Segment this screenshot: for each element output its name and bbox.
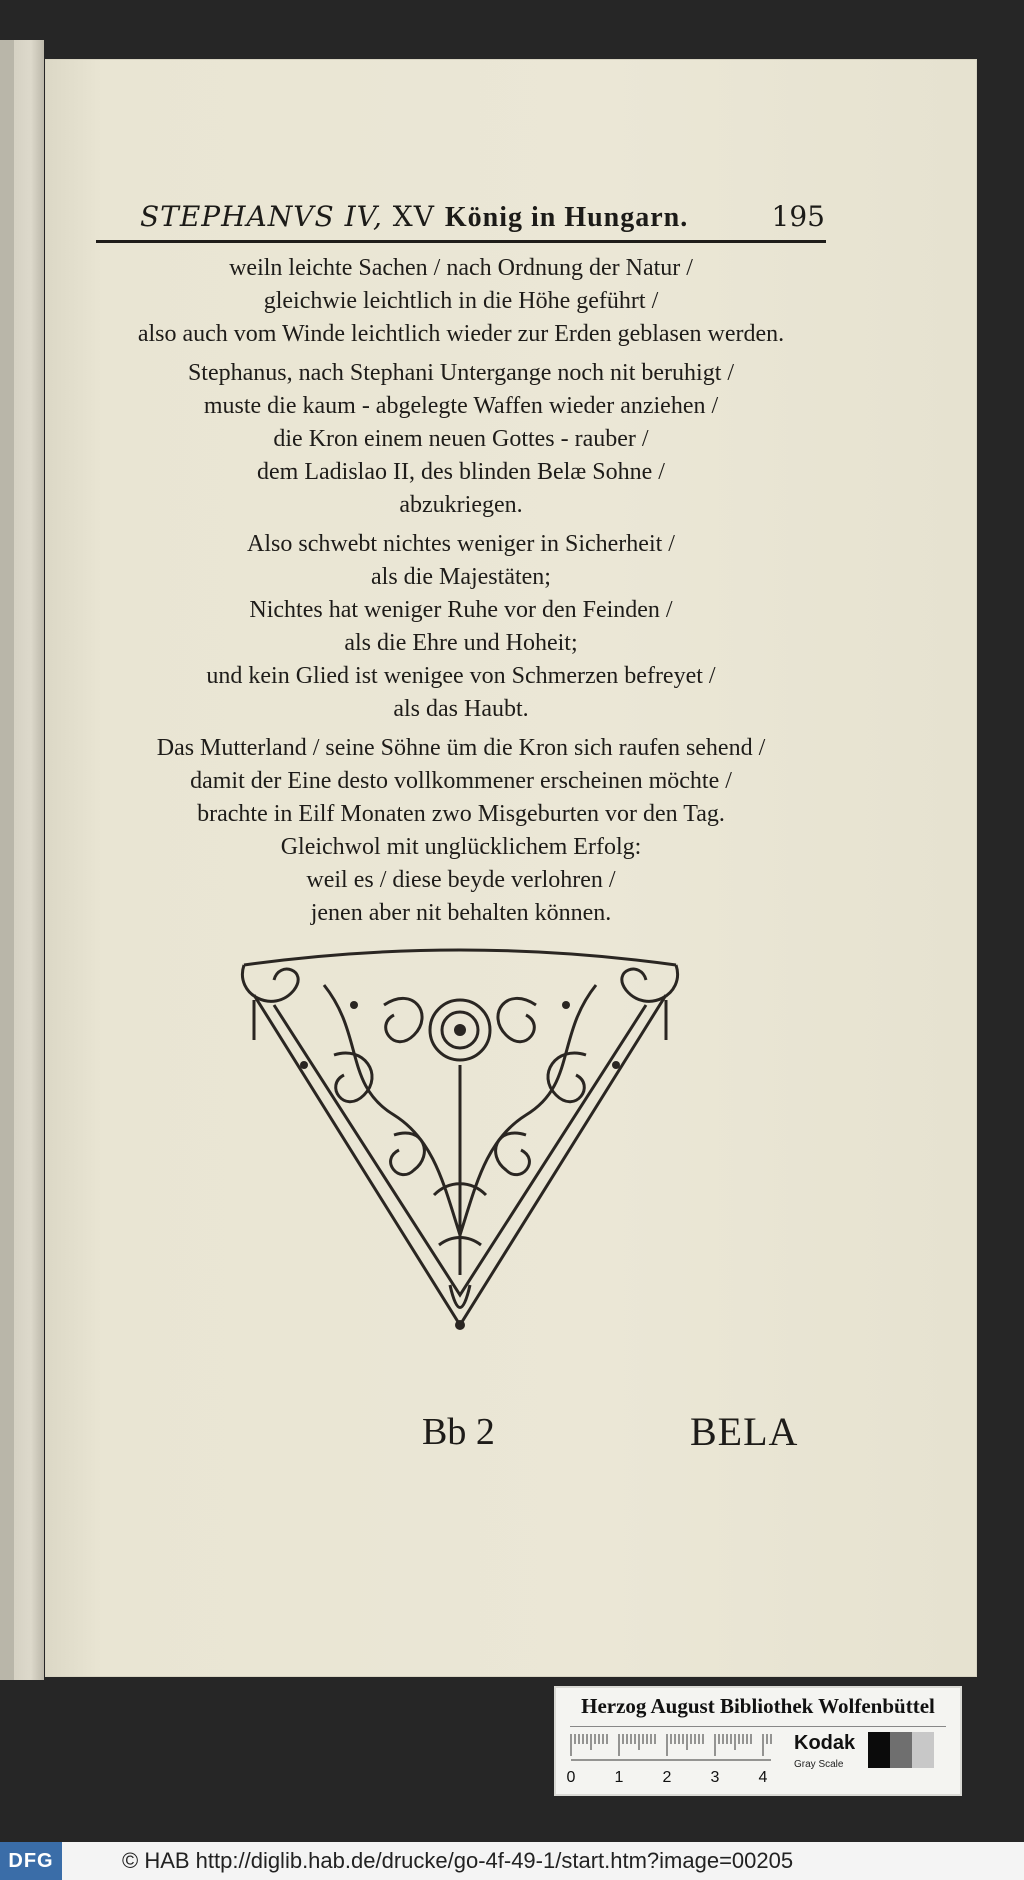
poem-line: Also schwebt nichtes weniger in Sicherheit / [247, 531, 675, 557]
header-title-italic: STEPHANVS IV, [140, 200, 383, 233]
bleedthrough-text [150, 1300, 790, 1350]
header-title-fraktur: König in Hungarn. [444, 202, 689, 233]
tailpiece-ornament [234, 945, 686, 1340]
poem-text [96, 252, 826, 930]
ruler-scale [566, 1730, 781, 1790]
poem-line: weil es / diese beyde verlohren / [306, 867, 616, 893]
poem-line: damit der Eine desto vollkommener erscheinen möchte / [190, 768, 732, 794]
kodak-brand: Kodak [794, 1732, 856, 1754]
poem-line: weiln leichte Sachen / nach Ordnung der Natur / [229, 255, 693, 281]
poem-line: jenen aber nit behalten können. [310, 900, 612, 926]
poem-line: Gleichwol mit unglücklichem Erfolg: [280, 834, 642, 860]
scale-divider [570, 1726, 946, 1727]
gray-scale-label: Gray Scale [794, 1759, 844, 1770]
poem-line: als die Majestäten; [371, 564, 551, 590]
page-number: 195 [771, 200, 825, 233]
poem-line: brachte in Eilf Monaten zwo Misgeburten vor den Tag. [197, 801, 725, 827]
poem-line: und kein Glied ist wenigee von Schmerzen befreyet / [206, 663, 716, 689]
scale-tick-label: 3 [710, 1769, 720, 1786]
gray-swatch [868, 1732, 890, 1768]
gray-swatches [868, 1732, 934, 1768]
poem-line: Nichtes hat weniger Ruhe vor den Feinden / [249, 597, 673, 623]
poem-line: abzukriegen. [399, 492, 523, 518]
scale-tick-label: 1 [614, 1769, 624, 1786]
running-header [140, 200, 825, 236]
poem-line: gleichwie leichtlich in die Höhe geführt / [263, 288, 659, 314]
gray-swatch [890, 1732, 912, 1768]
scale-tick-label: 0 [566, 1769, 576, 1786]
header-title-roman: XV [382, 200, 445, 233]
scale-tick-label: 2 [662, 1769, 672, 1786]
copyright-url[interactable]: © HAB http://diglib.hab.de/drucke/go-4f-49-1/start.htm?image=00205 [122, 1848, 794, 1873]
left-page-gutter [0, 40, 14, 1680]
gray-swatch [912, 1732, 934, 1768]
catchword: BELA [690, 1409, 799, 1454]
color-scale-card [554, 1686, 962, 1796]
poem-line: Stephanus, nach Stephani Untergange noch nit beruhigt / [187, 360, 735, 386]
poem-line: als das Haubt. [393, 696, 529, 722]
header-rule [96, 240, 826, 243]
viewer-footer [0, 1842, 1024, 1880]
library-name: Herzog August Bibliothek Wolfenbüttel [581, 1694, 935, 1718]
poem-line: die Kron einem neuen Gottes - rauber / [273, 426, 649, 452]
poem-line: als die Ehre und Hoheit; [344, 630, 578, 656]
poem-line: Das Mutterland / seine Söhne üm die Kron sich raufen sehend / [156, 735, 766, 761]
poem-line: also auch vom Winde leichtlich wieder zur Erden geblasen werden. [137, 321, 785, 347]
poem-line: dem Ladislao II, des blinden Belæ Sohne / [257, 459, 665, 485]
signature-mark: Bb 2 [422, 1411, 495, 1453]
poem-line: muste die kaum - abgelegte Waffen wieder anziehen / [203, 393, 719, 419]
dfg-logo: DFG [0, 1842, 62, 1880]
header-title [140, 200, 688, 234]
scale-tick-label: 4 [758, 1769, 768, 1786]
